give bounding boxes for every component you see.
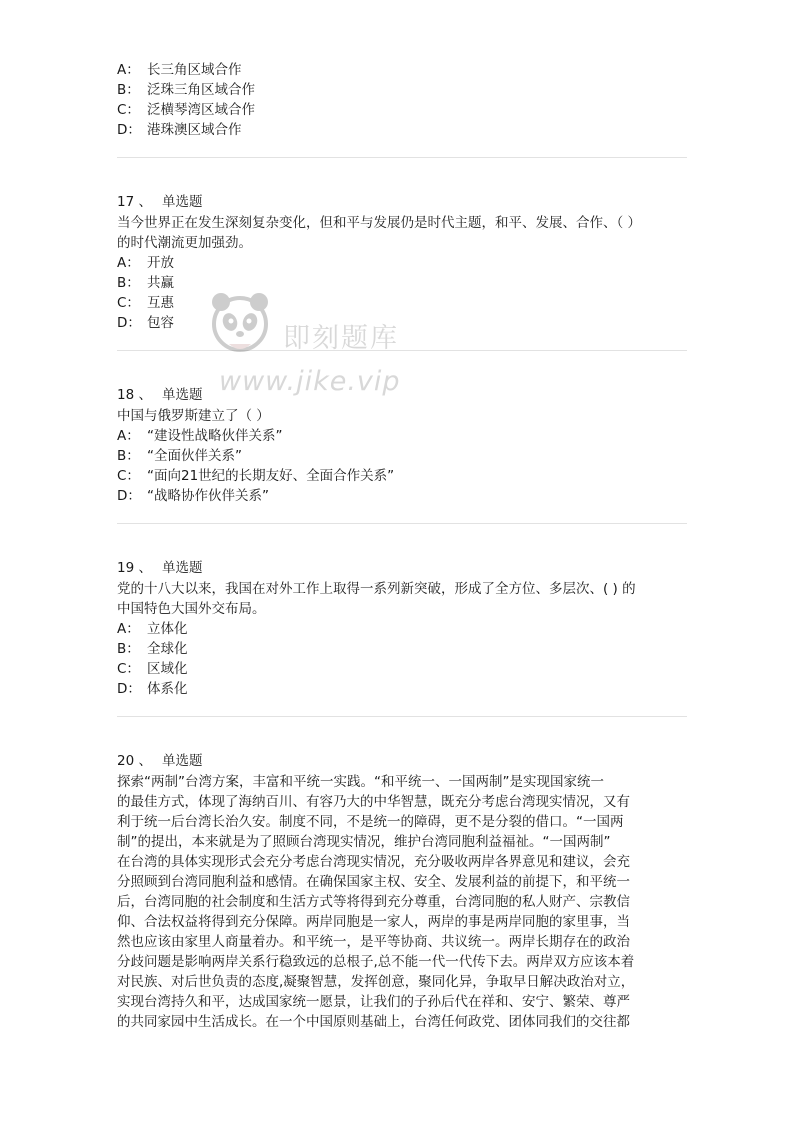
option-row (117, 313, 687, 333)
question-stem-line: 后，台湾同胞的社会制度和生活方式等将得到充分尊重，台湾同胞的私人财产、宗教信 (117, 894, 630, 910)
question-stem-line: 中国与俄罗斯建立了（ ） (117, 408, 270, 424)
option-row (117, 659, 687, 679)
option-text: 体系化 (147, 681, 188, 697)
question-divider (117, 523, 687, 524)
watermark-url: www.jike.vip (219, 366, 401, 397)
option-row (117, 426, 687, 446)
question-stem-line: 分歧问题是影响两岸关系行稳致远的总根子,总不能一代一代传下去。两岸双方应该本着 (117, 954, 635, 970)
option-letter: B： (117, 448, 140, 464)
option-text: 港珠澳区域合作 (147, 122, 242, 138)
option-row (117, 446, 687, 466)
question-header (117, 385, 687, 405)
option-row (117, 639, 687, 659)
option-text: 长三角区域合作 (147, 62, 242, 78)
question-stem-line: 中国特色大国外交布局。 (117, 601, 266, 617)
question-stem-line: 然也应该由家里人商量着办。和平统一，是平等协商、共议统一。两岸长期存在的政治 (117, 934, 630, 950)
question-stem-line: 的最佳方式，体现了海纳百川、有容乃大的中华智慧，既充分考虑台湾现实情况，又有 (117, 794, 630, 810)
option-row (117, 100, 687, 120)
option-letter: A： (117, 621, 140, 637)
option-row (117, 293, 687, 313)
option-row (117, 253, 687, 273)
option-row (117, 120, 687, 140)
option-row (117, 80, 687, 100)
question-number: 19 、 (117, 560, 152, 576)
question-stem-line: 对民族、对后世负责的态度,凝聚智慧，发挥创意，聚同化异，争取早日解决政治对立， (117, 974, 635, 990)
option-letter: C： (117, 295, 140, 311)
question-type: 单选题 (161, 387, 203, 403)
question-number: 17 、 (117, 194, 152, 210)
question-20 (117, 751, 687, 1032)
option-row (117, 619, 687, 639)
question-stem-line: 在台湾的具体实现形式会充分考虑台湾现实情况，充分吸收两岸各界意见和建议，会充 (117, 854, 630, 870)
option-row (117, 60, 687, 80)
question-stem-line: 的共同家园中生活成长。在一个中国原则基础上，台湾任何政党、团体同我们的交往都 (117, 1014, 630, 1030)
question-divider (117, 716, 687, 717)
question-header (117, 192, 687, 212)
option-text: “战略协作伙伴关系” (147, 488, 269, 504)
question-stem-line: 探索“两制”台湾方案，丰富和平统一实践。“和平统一、一国两制”是实现国家统一 (117, 774, 604, 790)
question-stem-line: 仰、合法权益将得到充分保障。两岸同胞是一家人，两岸的事是两岸同胞的家里事，当 (117, 914, 630, 930)
option-letter: C： (117, 661, 140, 677)
question-stem-line: 制”的提出，本来就是为了照顾台湾现实情况，维护台湾同胞利益福祉。“一国两制” (117, 834, 611, 850)
option-letter: C： (117, 102, 140, 118)
question-list (117, 60, 687, 1032)
option-letter: A： (117, 255, 140, 271)
option-text: 区域化 (147, 661, 188, 677)
option-letter: B： (117, 641, 140, 657)
question-number: 18 、 (117, 387, 152, 403)
question-19 (117, 558, 687, 699)
option-text: “建设性战略伙伴关系” (147, 428, 283, 444)
question-divider (117, 350, 687, 351)
question-header (117, 558, 687, 578)
question-18 (117, 385, 687, 506)
option-row (117, 486, 687, 506)
question-stem-line: 党的十八大以来，我国在对外工作上取得一系列新突破，形成了全方位、多层次、( ) 的 (117, 581, 636, 597)
question-type: 单选题 (161, 753, 203, 769)
option-letter: D： (117, 681, 141, 697)
option-text: “全面伙伴关系” (147, 448, 242, 464)
option-text: 全球化 (147, 641, 188, 657)
option-row (117, 466, 687, 486)
watermark-logo-text: 即刻题库 (283, 323, 399, 354)
question-stem-line: 利于统一后台湾长治久安。制度不同，不是统一的障碍，更不是分裂的借口。“一国两 (117, 814, 624, 830)
question-number: 20 、 (117, 753, 152, 769)
option-letter: C： (117, 468, 140, 484)
option-row (117, 679, 687, 699)
question-type: 单选题 (161, 194, 203, 210)
option-text: 泛横琴湾区域合作 (147, 102, 255, 118)
question-divider (117, 157, 687, 158)
option-text: 泛珠三角区域合作 (147, 82, 255, 98)
question-stem-line: 的时代潮流更加强劲。 (117, 235, 252, 251)
question-stem-line: 分照顾到台湾同胞利益和感情。在确保国家主权、安全、发展利益的前提下，和平统一 (117, 874, 630, 890)
prev-question-options (117, 60, 687, 140)
question-17 (117, 192, 687, 333)
option-letter: D： (117, 122, 141, 138)
option-letter: A： (117, 428, 140, 444)
option-text: 开放 (147, 255, 174, 271)
option-letter: A： (117, 62, 140, 78)
option-letter: B： (117, 275, 140, 291)
option-row (117, 273, 687, 293)
question-stem (117, 772, 687, 1032)
option-letter: D： (117, 315, 141, 331)
option-text: 立体化 (147, 621, 188, 637)
question-header (117, 751, 687, 771)
option-text: 包容 (147, 315, 174, 331)
question-stem-line: 实现台湾持久和平，达成国家统一愿景，让我们的子孙后代在祥和、安宁、繁荣、尊严 (117, 994, 630, 1010)
option-letter: B： (117, 82, 140, 98)
option-text: 互惠 (147, 295, 174, 311)
question-type: 单选题 (161, 560, 203, 576)
question-stem-line: 当今世界正在发生深刻复杂变化，但和平与发展仍是时代主题，和平、发展、合作、（ ） (117, 215, 642, 231)
option-letter: D： (117, 488, 141, 504)
option-text: “面向21世纪的长期友好、全面合作关系” (147, 468, 395, 484)
option-text: 共赢 (147, 275, 174, 291)
